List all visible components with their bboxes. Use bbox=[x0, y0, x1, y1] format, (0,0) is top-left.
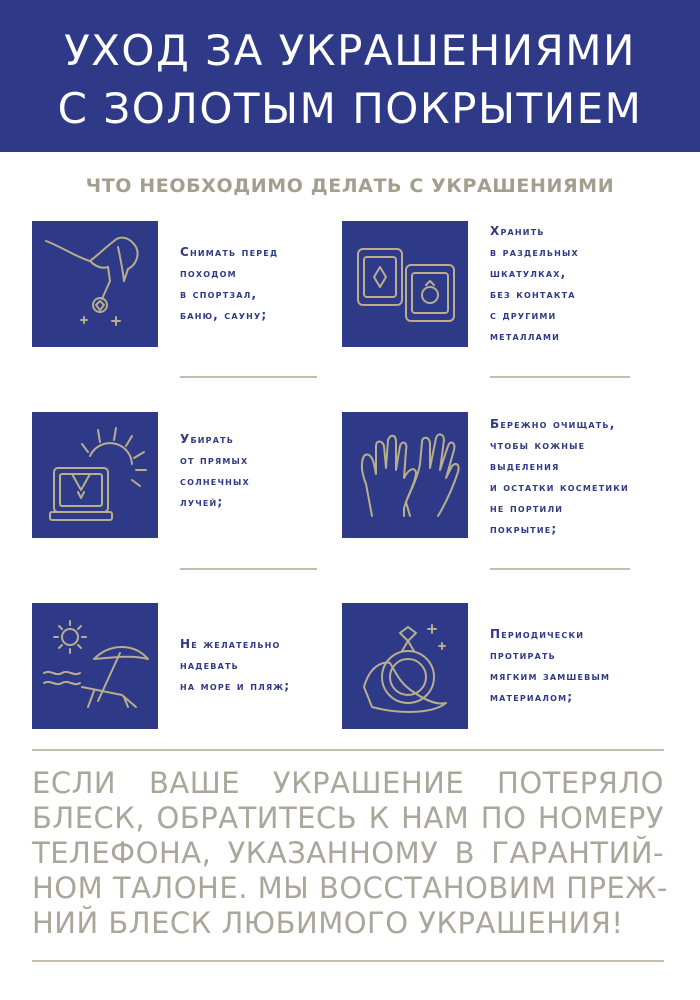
beach-lounger-icon bbox=[32, 603, 158, 729]
polishing-ring-icon bbox=[342, 603, 468, 729]
tip-line: на море и пляж; bbox=[180, 679, 291, 693]
notice-line: НИЙ БЛЕСК ЛЮБИМОГО УКРАШЕНИЯ! bbox=[32, 906, 624, 940]
tip-line: Хранить bbox=[490, 224, 545, 238]
notice-bottom-divider bbox=[32, 960, 664, 962]
tip-line: металлами bbox=[490, 329, 561, 343]
header-banner bbox=[0, 0, 700, 152]
tip-line: не портили bbox=[490, 501, 564, 515]
tip-line: шкатулках, bbox=[490, 266, 567, 280]
tip-line: лучей; bbox=[180, 495, 224, 509]
notice-top-divider bbox=[32, 749, 664, 751]
tip-line: чтобы кожные bbox=[490, 438, 586, 452]
tip-line: мягким замшевым bbox=[490, 669, 611, 683]
notice-line: ЕСЛИ ВАШЕ УКРАШЕНИЕ ПОТЕРЯЛО bbox=[32, 766, 664, 800]
tip-line: Снимать перед bbox=[180, 245, 279, 259]
tip-line: Бережно очищать, bbox=[490, 417, 616, 431]
tip-clean-gently bbox=[490, 414, 629, 540]
notice-line: НОМ ТАЛОНЕ. МЫ ВОССТАНОВИМ ПРЕЖ- bbox=[32, 871, 669, 905]
tip-avoid-beach bbox=[180, 634, 290, 697]
gloves-icon bbox=[342, 412, 468, 538]
tip-line: материалом; bbox=[490, 690, 574, 704]
tip-line: солнечных bbox=[180, 474, 250, 488]
tip-line: без контакта bbox=[490, 287, 576, 301]
tip-line: в спортзал, bbox=[180, 287, 258, 301]
tip-line: протирать bbox=[490, 648, 556, 662]
page-title-line-2: С ЗОЛОТЫМ ПОКРЫТИЕМ bbox=[57, 84, 643, 133]
hand-holding-pendant-icon bbox=[32, 221, 158, 347]
tip-store-separately bbox=[490, 221, 579, 347]
tip-line: покрытие; bbox=[490, 522, 558, 536]
tip-line: от прямых bbox=[180, 453, 249, 467]
tip-line: с другими bbox=[490, 308, 557, 322]
tip-line: Убирать bbox=[180, 432, 235, 446]
notice-line: БЛЕСК, ОБРАТИТЕСЬ К НАМ ПО НОМЕРУ bbox=[32, 801, 664, 835]
tip-divider bbox=[490, 376, 630, 378]
tip-divider bbox=[490, 568, 630, 570]
tip-line: в раздельных bbox=[490, 245, 579, 259]
tip-avoid-sunlight bbox=[180, 429, 250, 513]
page-title-line-1: УХОД ЗА УКРАШЕНИЯМИ bbox=[64, 26, 636, 75]
tip-divider bbox=[180, 376, 317, 378]
tip-line: выделения bbox=[490, 459, 560, 473]
tip-line: Не желательно bbox=[180, 637, 281, 651]
tip-line: надевать bbox=[180, 658, 239, 672]
sun-over-jewelry-box-icon bbox=[32, 412, 158, 538]
section-subtitle: ЧТО НЕОБХОДИМО ДЕЛАТЬ С УКРАШЕНИЯМИ bbox=[85, 175, 615, 197]
tip-line: и остатки косметики bbox=[490, 480, 629, 494]
restoration-notice bbox=[32, 766, 669, 941]
jewelry-boxes-icon bbox=[342, 221, 468, 347]
tip-line: походом bbox=[180, 266, 237, 280]
tip-divider bbox=[180, 568, 317, 570]
notice-line: ТЕЛЕФОНА, УКАЗАННОМУ В ГАРАНТИЙ- bbox=[32, 836, 664, 870]
tip-wipe-periodically bbox=[490, 624, 610, 708]
tip-remove-before-gym bbox=[180, 242, 278, 326]
tip-line: баню, сауну; bbox=[180, 308, 268, 322]
tip-line: Периодически bbox=[490, 627, 585, 641]
